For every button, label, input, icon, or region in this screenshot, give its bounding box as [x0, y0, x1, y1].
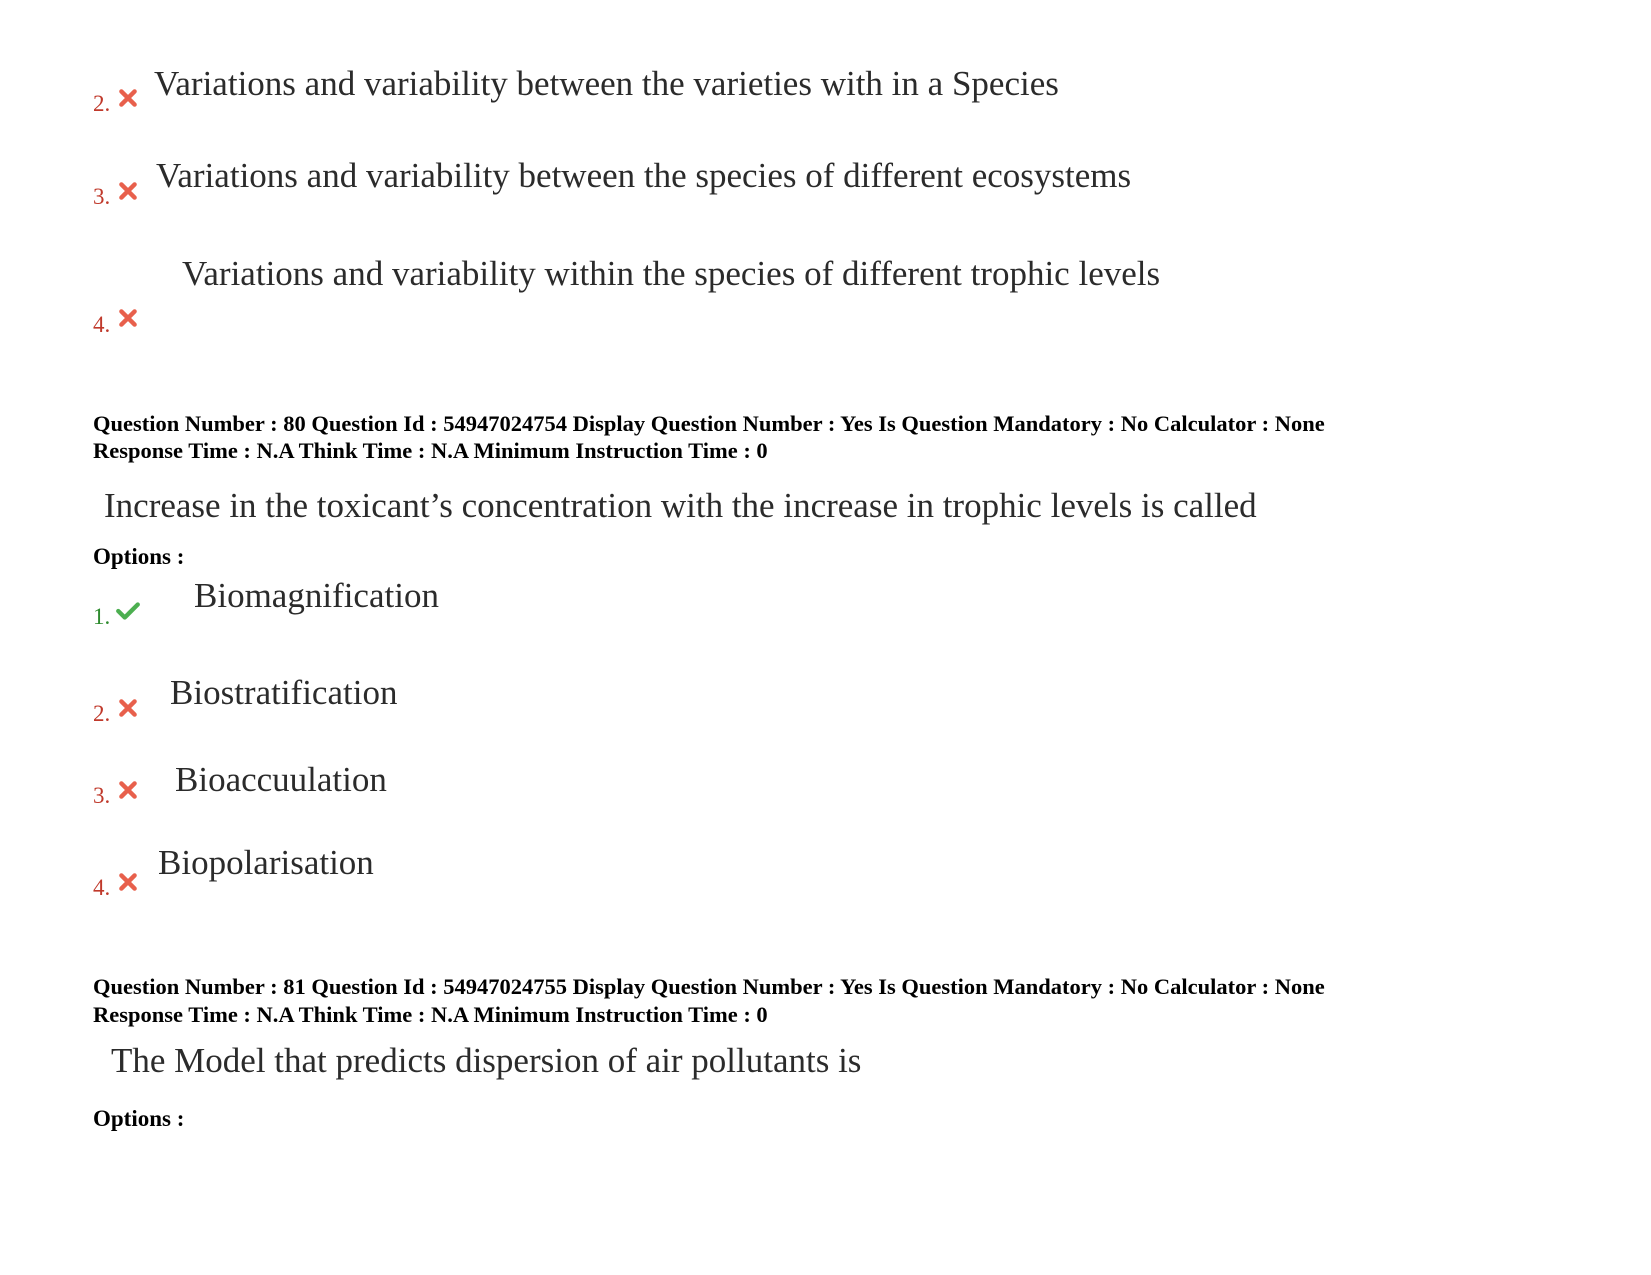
cross-icon [117, 779, 139, 801]
cross-icon [117, 307, 139, 329]
option-number: 3. [93, 184, 111, 209]
option-text: Biopolarisation [158, 843, 374, 882]
question-meta: Response Time : N.A Think Time : N.A Minimum Instruction Time : 0 [93, 1002, 768, 1027]
question-meta: Response Time : N.A Think Time : N.A Minimum Instruction Time : 0 [93, 438, 768, 463]
question-text: Increase in the toxicant’s concentration with the increase in trophic levels is called [104, 486, 1257, 525]
option-text: Biomagnification [194, 576, 439, 615]
options-label: Options : [93, 1106, 185, 1131]
option-text: Variations and variability within the species of different trophic levels [182, 254, 1161, 293]
option-number: 1. [93, 604, 111, 629]
check-icon [115, 600, 141, 622]
option-text: Biostratification [170, 673, 398, 712]
question-meta: Question Number : 81 Question Id : 54947024755 Display Question Number : Yes Is Question Mandatory : No Calculator : None [93, 974, 1325, 999]
cross-icon [117, 180, 139, 202]
option-number: 4. [93, 875, 111, 900]
option-text: Variations and variability between the species of different ecosystems [156, 156, 1132, 195]
options-label: Options : [93, 544, 185, 569]
cross-icon [117, 697, 139, 719]
option-number: 3. [93, 783, 111, 808]
cross-icon [117, 87, 139, 109]
option-number: 2. [93, 701, 111, 726]
option-number: 2. [93, 91, 111, 116]
option-text: Variations and variability between the varieties with in a Species [154, 64, 1059, 103]
cross-icon [117, 871, 139, 893]
question-text: The Model that predicts dispersion of air pollutants is [111, 1041, 862, 1080]
option-number: 4. [93, 312, 111, 337]
question-meta: Question Number : 80 Question Id : 54947024754 Display Question Number : Yes Is Question Mandatory : No Calculator : None [93, 411, 1325, 436]
option-text: Bioaccuulation [175, 760, 387, 799]
